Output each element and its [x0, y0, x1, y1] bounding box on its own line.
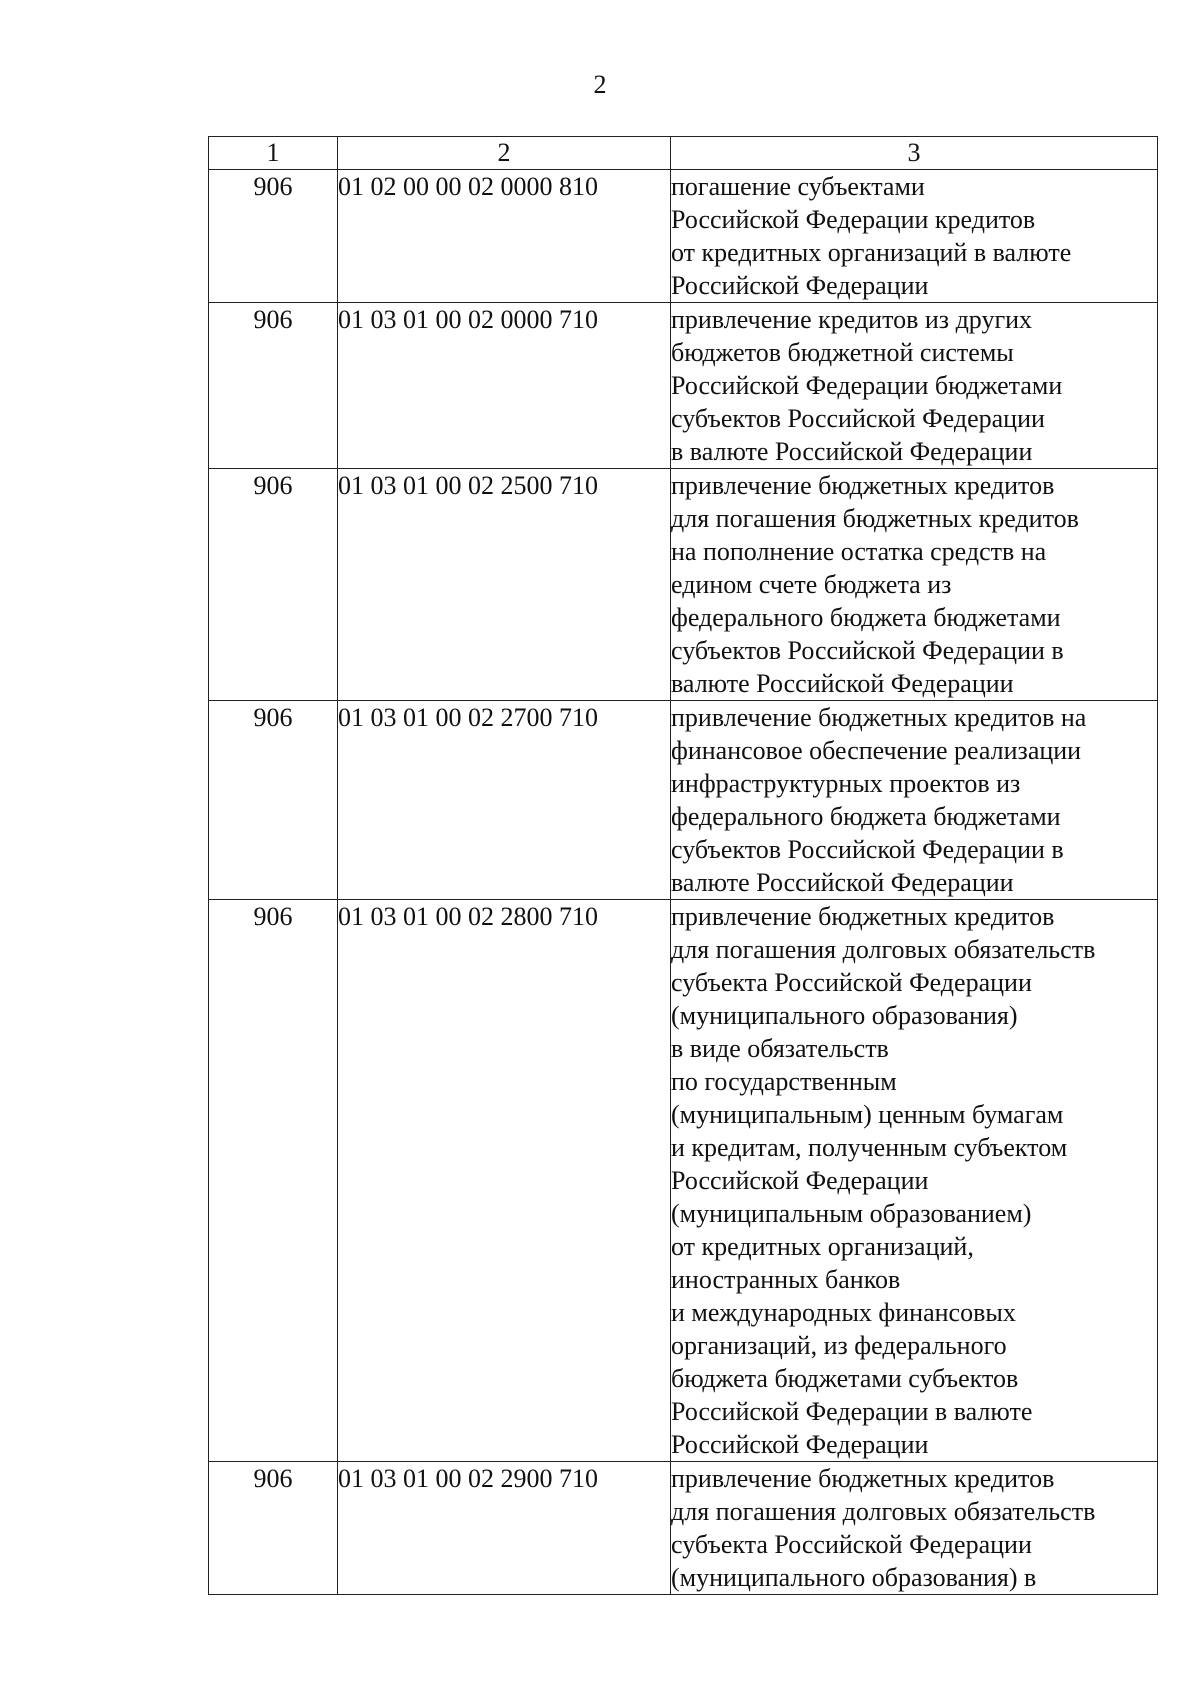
- description-line: от кредитных организаций в валюте: [671, 238, 1072, 267]
- classification-code-cell: 01 03 01 00 02 0000 710: [338, 303, 671, 469]
- description-line: иностранных банков: [671, 1265, 901, 1294]
- classification-code-cell: 01 03 01 00 02 2500 710: [338, 469, 671, 701]
- description-line: федерального бюджета бюджетами: [671, 802, 1061, 831]
- description-line: Российской Федерации: [671, 1166, 929, 1195]
- description-line: для погашения бюджетных кредитов: [671, 504, 1079, 533]
- description-line: Российской Федерации: [671, 271, 929, 300]
- description-line: бюджетов бюджетной системы: [671, 338, 1014, 367]
- description-cell: [671, 469, 1158, 701]
- description-line: для погашения долговых обязательств: [671, 1497, 1096, 1526]
- description-line: валюте Российской Федерации: [671, 669, 1014, 698]
- admin-code-cell: 906: [209, 469, 338, 701]
- table-header-row: [209, 137, 1158, 170]
- description-line: и международных финансовых: [671, 1298, 1016, 1327]
- description-line: (муниципальным) ценным бумагам: [671, 1100, 1064, 1129]
- description-line: Российской Федерации в валюте: [671, 1397, 1033, 1426]
- description-line: в валюте Российской Федерации: [671, 437, 1033, 466]
- description-line: (муниципального образования): [671, 1001, 1018, 1030]
- description-line: субъектов Российской Федерации: [671, 404, 1045, 433]
- table-row: [209, 170, 1158, 303]
- admin-code-cell: 906: [209, 170, 338, 303]
- header-col-3: 3: [671, 137, 1158, 170]
- description-line: Российской Федерации бюджетами: [671, 371, 1063, 400]
- description-line: Российской Федерации: [671, 1430, 929, 1459]
- description-line: бюджета бюджетами субъектов: [671, 1364, 1019, 1393]
- table-row: [209, 303, 1158, 469]
- classification-code-cell: 01 03 01 00 02 2700 710: [338, 701, 671, 900]
- description-line: финансовое обеспечение реализации: [671, 736, 1082, 765]
- admin-code-cell: 906: [209, 701, 338, 900]
- description-line: едином счете бюджета из: [671, 570, 952, 599]
- description-line: привлечение бюджетных кредитов: [671, 1464, 1055, 1493]
- admin-code-cell: 906: [209, 303, 338, 469]
- table-row: [209, 1462, 1158, 1595]
- classification-code-cell: 01 03 01 00 02 2900 710: [338, 1462, 671, 1595]
- admin-code-cell: 906: [209, 1462, 338, 1595]
- description-line: федерального бюджета бюджетами: [671, 603, 1061, 632]
- description-line: привлечение бюджетных кредитов: [671, 902, 1055, 931]
- description-cell: [671, 303, 1158, 469]
- description-line: от кредитных организаций,: [671, 1232, 974, 1261]
- header-col-1: 1: [209, 137, 338, 170]
- table-row: [209, 900, 1158, 1462]
- classification-code-cell: 01 03 01 00 02 2800 710: [338, 900, 671, 1462]
- description-line: погашение субъектами: [671, 172, 925, 201]
- description-line: привлечение кредитов из других: [671, 305, 1033, 334]
- classification-code-cell: 01 02 00 00 02 0000 810: [338, 170, 671, 303]
- description-cell: [671, 701, 1158, 900]
- description-line: и кредитам, полученным субъектом: [671, 1133, 1068, 1162]
- description-line: привлечение бюджетных кредитов на: [671, 703, 1087, 732]
- description-line: валюте Российской Федерации: [671, 868, 1014, 897]
- description-line: привлечение бюджетных кредитов: [671, 471, 1055, 500]
- description-line: по государственным: [671, 1067, 897, 1096]
- description-cell: [671, 170, 1158, 303]
- description-line: организаций, из федерального: [671, 1331, 1007, 1360]
- budget-codes-table: [208, 136, 1158, 1595]
- description-line: в виде обязательств: [671, 1034, 889, 1063]
- description-line: субъекта Российской Федерации: [671, 1530, 1032, 1559]
- table-row: [209, 469, 1158, 701]
- description-cell: [671, 900, 1158, 1462]
- description-cell: [671, 1462, 1158, 1595]
- header-col-2: 2: [338, 137, 671, 170]
- description-line: (муниципального образования) в: [671, 1563, 1037, 1592]
- page-number: 2: [593, 70, 607, 99]
- admin-code-cell: 906: [209, 900, 338, 1462]
- description-line: (муниципальным образованием): [671, 1199, 1032, 1228]
- description-line: субъектов Российской Федерации в: [671, 835, 1064, 864]
- description-line: субъектов Российской Федерации в: [671, 636, 1064, 665]
- description-line: для погашения долговых обязательств: [671, 935, 1096, 964]
- description-line: Российской Федерации кредитов: [671, 205, 1036, 234]
- table-row: [209, 701, 1158, 900]
- description-line: субъекта Российской Федерации: [671, 968, 1032, 997]
- description-line: инфраструктурных проектов из: [671, 769, 1021, 798]
- description-line: на пополнение остатка средств на: [671, 537, 1047, 566]
